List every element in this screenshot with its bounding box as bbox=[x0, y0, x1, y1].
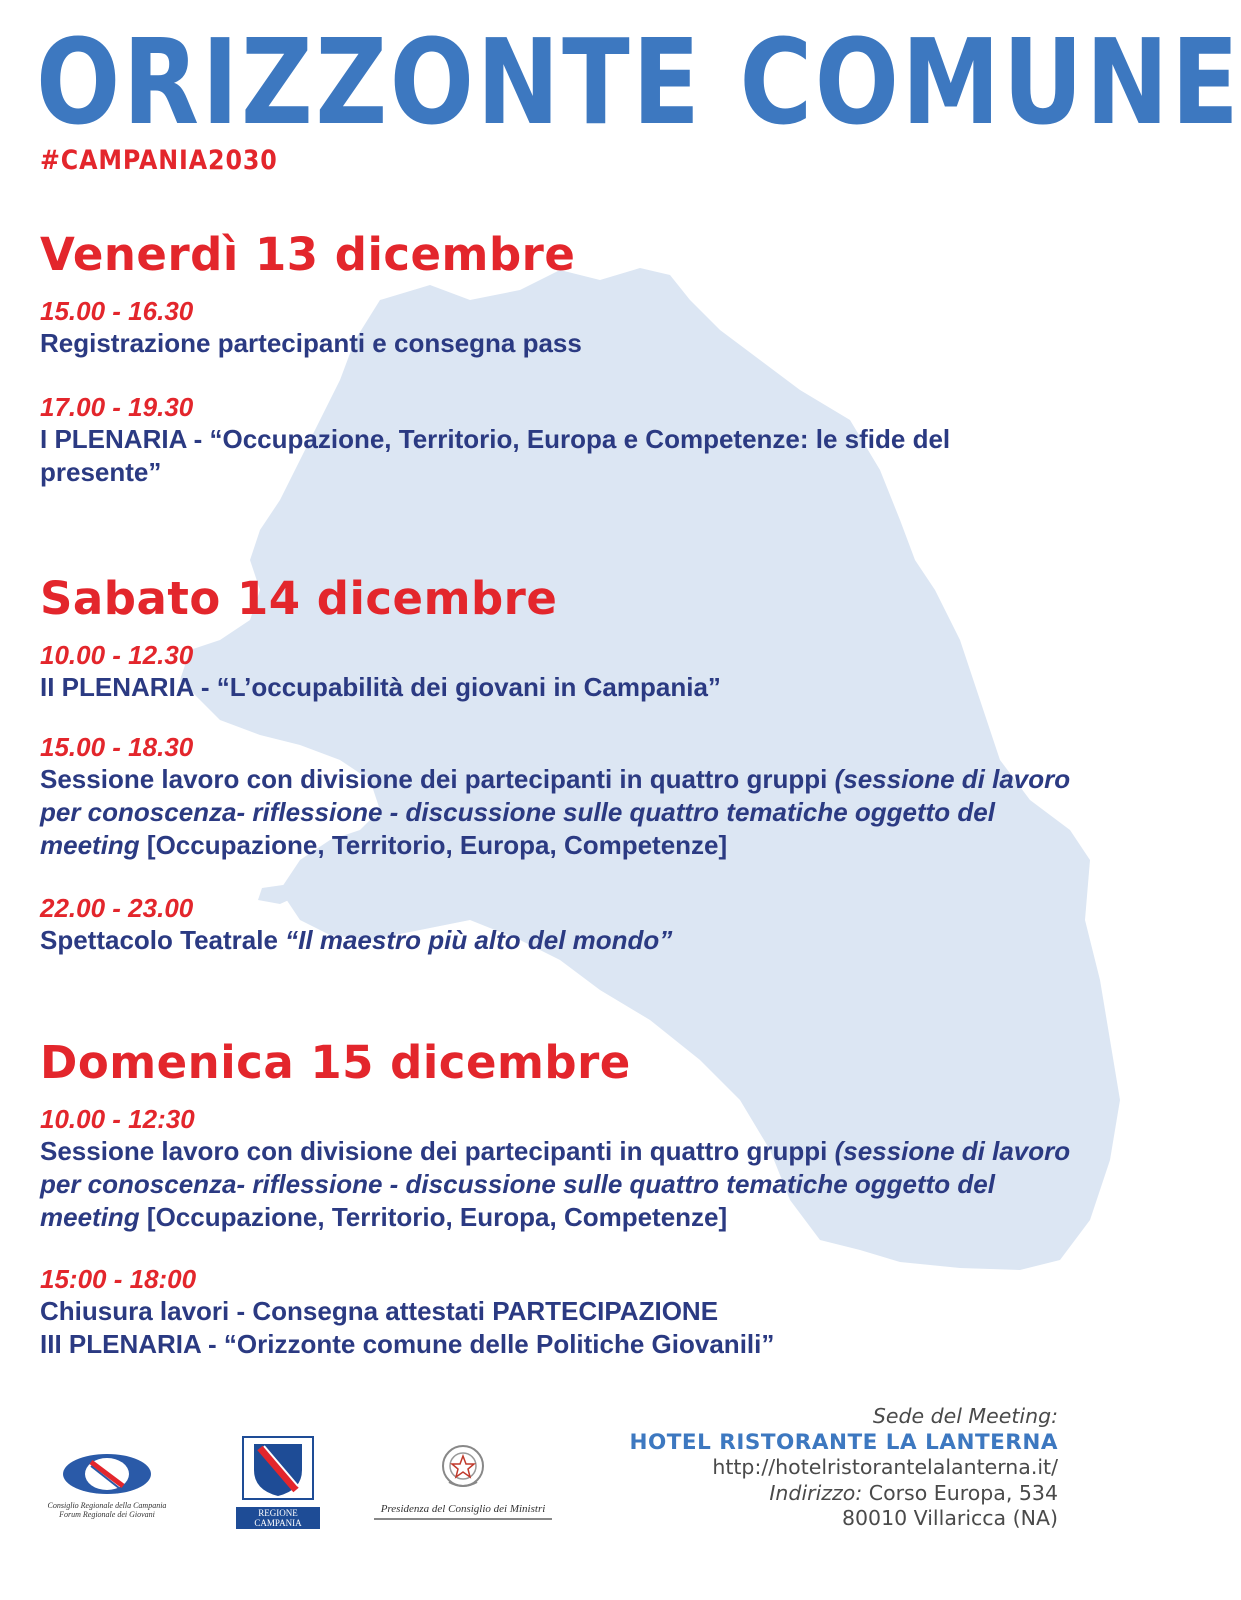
event-time: 15.00 - 18.30 bbox=[40, 732, 194, 762]
regione-label: REGIONE CAMPANIA bbox=[236, 1507, 320, 1529]
event-time: 15.00 - 16.30 bbox=[40, 296, 194, 326]
event-description bbox=[40, 1135, 1080, 1234]
venue-url[interactable]: http://hotelristorantelalanterna.it/ bbox=[712, 1455, 1058, 1479]
venue-address-line bbox=[629, 1481, 1058, 1507]
poster-title: ORIZZONTE COMUNE bbox=[36, 13, 1241, 151]
venue-address-label: Indirizzo: bbox=[769, 1480, 863, 1505]
event-description-italic: (sessione di lavoro per conoscenza- riflessione - discussione sulle quattro tematiche oggetto del meeting bbox=[40, 1136, 1071, 1232]
event-description-main: Sessione lavoro con divisione dei partecipanti in quattro gruppi bbox=[40, 764, 828, 794]
event-sunday-closing bbox=[40, 1264, 1080, 1361]
event-description-themes: [Occupazione, Territorio, Europa, Competenze] bbox=[146, 830, 728, 860]
event-description bbox=[40, 924, 1080, 957]
day-heading-sunday: Domenica 15 dicembre bbox=[40, 1036, 631, 1089]
day-heading-friday: Venerdì 13 dicembre bbox=[40, 228, 576, 281]
event-description-themes: [Occupazione, Territorio, Europa, Competenze] bbox=[146, 1202, 728, 1232]
italian-emblem-icon bbox=[435, 1436, 491, 1492]
venue-address: Corso Europa, 534 bbox=[868, 1480, 1058, 1505]
event-sunday-session bbox=[40, 1104, 1080, 1234]
event-description-main: Spettacolo Teatrale bbox=[40, 925, 278, 955]
event-time: 10.00 - 12:30 bbox=[40, 1104, 195, 1134]
presidenza-subcaption-rule bbox=[374, 1518, 552, 1520]
regione-shield-icon bbox=[242, 1436, 314, 1500]
consiglio-caption-line2: Forum Regionale dei Giovani bbox=[59, 1510, 155, 1519]
venue-name: HOTEL RISTORANTE LA LANTERNA bbox=[629, 1429, 1058, 1455]
event-description: II PLENARIA - “L’occupabilità dei giovani in Campania” bbox=[40, 672, 721, 702]
presidenza-consiglio-logo bbox=[368, 1436, 558, 1520]
event-description bbox=[40, 763, 1080, 862]
event-description: I PLENARIA - “Occupazione, Territorio, Europa e Competenze: le sfide del presente” bbox=[40, 424, 951, 487]
consiglio-emblem-icon bbox=[61, 1452, 153, 1496]
event-description: Chiusura lavori - Consegna attestati PARTECIPAZIONE bbox=[40, 1296, 719, 1326]
event-description-plenaria: III PLENARIA - “Orizzonte comune delle Politiche Giovanili” bbox=[40, 1329, 775, 1359]
event-description-italic: “Il maestro più alto del mondo” bbox=[285, 925, 673, 955]
event-description-italic: (sessione di lavoro per conoscenza- riflessione - discussione sulle quattro tematiche oggetto del meeting bbox=[40, 764, 1071, 860]
event-friday-plenaria bbox=[40, 392, 1080, 489]
event-time: 17.00 - 19.30 bbox=[40, 392, 194, 422]
event-description: Registrazione partecipanti e consegna pass bbox=[40, 328, 582, 358]
event-saturday-plenaria bbox=[40, 640, 1080, 704]
consiglio-regionale-logo bbox=[36, 1452, 178, 1519]
day-heading-saturday: Sabato 14 dicembre bbox=[40, 572, 558, 625]
event-description-main: Sessione lavoro con divisione dei partecipanti in quattro gruppi bbox=[40, 1136, 828, 1166]
venue-label: Sede del Meeting: bbox=[872, 1404, 1058, 1428]
event-saturday-session bbox=[40, 732, 1080, 862]
presidenza-caption: Presidenza del Consiglio dei Ministri bbox=[380, 1503, 546, 1515]
event-time: 15:00 - 18:00 bbox=[40, 1264, 197, 1294]
event-time: 10.00 - 12.30 bbox=[40, 640, 194, 670]
regione-campania-logo bbox=[236, 1436, 320, 1529]
consiglio-caption-line1: Consiglio Regionale della Campania bbox=[47, 1501, 167, 1510]
event-friday-registration bbox=[40, 296, 1080, 360]
event-time: 22.00 - 23.00 bbox=[40, 893, 194, 923]
event-saturday-theatre bbox=[40, 893, 1080, 957]
venue-city: 80010 Villaricca (NA) bbox=[841, 1506, 1058, 1530]
venue-block bbox=[629, 1404, 1058, 1532]
hashtag: #CAMPANIA2030 bbox=[40, 145, 278, 176]
